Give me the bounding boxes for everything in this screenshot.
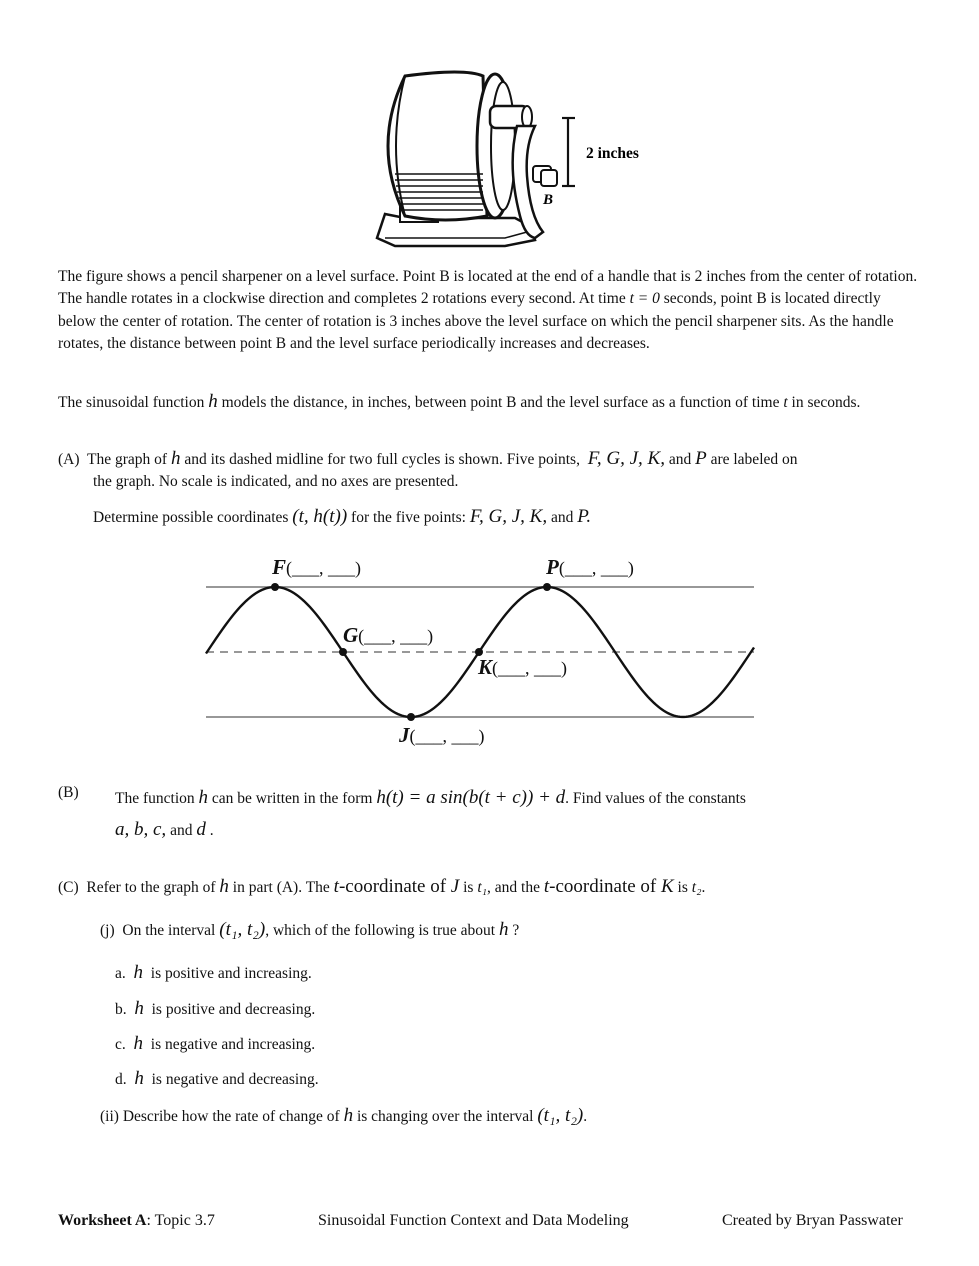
question-ii: (ii) Describe how the rate of change of h is changing over the interval (t₁, t₂). [100,1105,588,1126]
sinusoid-graph [200,552,760,752]
part-a: (A) The graph of h and its dashed midline for two full cycles is shown. Five points, F, G, J, K, and P are labeled on [58,448,798,469]
label-f: F(___, ___) [272,555,362,579]
label-j: J(___, ___) [399,723,485,747]
label-g: G(___, ___) [343,623,434,647]
part-b-label: (B) [58,784,79,801]
footer-center: Sinusoidal Function Context and Data Modeling [318,1212,629,1229]
point-f-dot [271,583,279,591]
choice-c: c. h is negative and increasing. [115,1033,316,1054]
intro-paragraph: The figure shows a pencil sharpener on a level surface. Point B is located at the end of a handle that is 2 inches from the center of rotation. The handle rotates in a clockwise direction and completes 2 rotations every second. At time t = 0 seconds, point B is located directly below the center of rotation. The center of rotation is 3 inches above the level surface on which the pencil sharpener sits. As the handle rotates, the distance between point B and the level surface periodically increases and decreases. [58,268,918,352]
part-b-text: The function h can be written in the form h(t) = a sin(b(t + c)) + d. Find values of the constants a, b, c, and d . [115,787,746,840]
label-k: K(___, ___) [478,655,568,679]
choice-a: a. h is positive and increasing. [115,962,312,983]
question-i: (j) On the interval (t₁, t₂), which of the following is true about h ? [100,919,520,940]
part-a-instruction: Determine possible coordinates (t, h(t)) for the five points: F, G, J, K, and P. [93,506,592,527]
footer-right: Created by Bryan Passwater [722,1212,903,1229]
pencil-sharpener-figure [365,66,665,252]
dimension-label: 2 inches [586,145,639,162]
function-description: The sinusoidal function h models the distance, in inches, between point B and the level surface as a function of time t in seconds. [58,391,861,412]
part-a-label: (A) [58,451,80,468]
point-g-dot [339,648,347,656]
point-b-label: B [543,192,554,208]
label-p: P(___, ___) [546,555,634,579]
point-j-dot [407,713,415,721]
choice-d: d. h is negative and decreasing. [115,1068,319,1089]
point-p-dot [543,583,551,591]
choice-b: b. h is positive and decreasing. [115,998,316,1019]
footer-left: Worksheet A: Topic 3.7 [58,1212,215,1229]
part-c: (C) Refer to the graph of h in part (A). The t-coordinate of J is t₁, and the t-coordinate of K is t₂. [58,876,706,897]
part-a-line-2: the graph. No scale is indicated, and no axes are presented. [93,473,459,490]
